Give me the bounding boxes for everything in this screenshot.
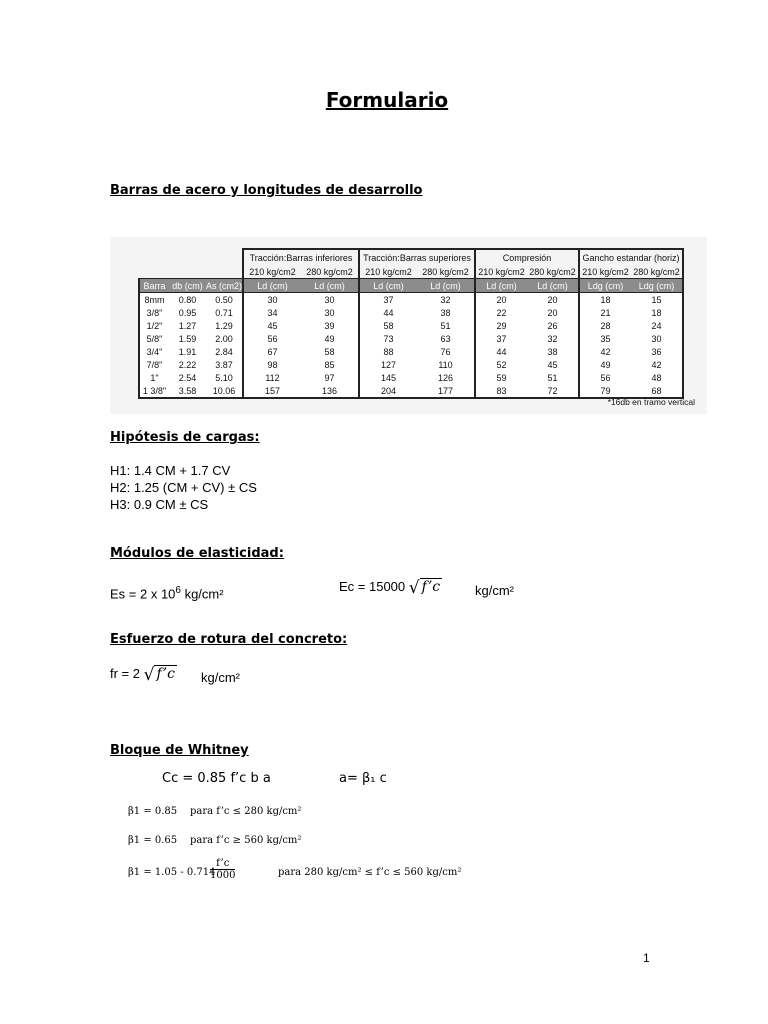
table-cell: 28 (579, 319, 631, 332)
table-cell: 204 (359, 384, 417, 398)
section-heading-rotura: Esfuerzo de rotura del concreto: (110, 632, 348, 647)
fr-unit: kg/cm² (201, 670, 240, 685)
table-cell: 35 (579, 332, 631, 345)
table-cell: 3/4" (139, 345, 169, 358)
table-cell: 20 (527, 293, 579, 307)
table-cell: 42 (631, 358, 683, 371)
table-column-header: Barra (139, 279, 169, 293)
section-heading-whitney: Bloque de Whitney (110, 743, 249, 758)
table-cell: 3.58 (169, 384, 206, 398)
table-cell: 157 (243, 384, 301, 398)
sqrt-fc: √ f’c (143, 665, 175, 685)
section-heading-modulos: Módulos de elasticidad: (110, 546, 284, 561)
table-cell: 72 (527, 384, 579, 398)
table-column-header: Ldg (cm) (631, 279, 683, 293)
table-group-header: Tracción:Barras superiores (359, 249, 475, 265)
table-cell: 45 (527, 358, 579, 371)
table-cell: 1.29 (206, 319, 243, 332)
beta1-condition-1: para f’c ≤ 280 kg/cm² (190, 806, 302, 817)
table-cell: 30 (301, 293, 359, 307)
es-unit: kg/cm² (180, 586, 224, 602)
table-strength-header: 280 kg/cm2 (527, 265, 579, 279)
table-cell: 49 (579, 358, 631, 371)
table-cell: 37 (475, 332, 527, 345)
table-cell: 22 (475, 306, 527, 319)
table-cell: 67 (243, 345, 301, 358)
table-cell: 1 3/8" (139, 384, 169, 398)
table-group-header: Gancho estandar (horiz) (579, 249, 683, 265)
concrete-modulus-formula (339, 578, 442, 597)
table-row (139, 293, 683, 307)
table-row (139, 384, 683, 398)
table-cell: 32 (417, 293, 475, 307)
table-cell: 2.84 (206, 345, 243, 358)
fr-prefix: fr = 2 (110, 666, 140, 681)
table-cell: 3/8" (139, 306, 169, 319)
table-row (139, 306, 683, 319)
table-cell: 5.10 (206, 371, 243, 384)
table-cell: 0.71 (206, 306, 243, 319)
table-cell: 52 (475, 358, 527, 371)
table-strength-header: 280 kg/cm2 (301, 265, 359, 279)
table-cell: 0.95 (169, 306, 206, 319)
table-row (139, 358, 683, 371)
beta1-case-1: β1 = 0.85 (128, 806, 178, 817)
table-cell: 2.22 (169, 358, 206, 371)
table-cell: 20 (475, 293, 527, 307)
table-cell: 29 (475, 319, 527, 332)
development-length-table (138, 248, 684, 399)
ec-unit: kg/cm² (475, 583, 514, 598)
table-cell: 88 (359, 345, 417, 358)
table-column-header: Ld (cm) (359, 279, 417, 293)
beta1-fraction (210, 858, 235, 881)
table-cell: 45 (243, 319, 301, 332)
es-prefix: Es = 2 x 10 (110, 586, 176, 602)
table-cell: 56 (243, 332, 301, 345)
table-row (139, 345, 683, 358)
table-cell: 1" (139, 371, 169, 384)
table-cell: 42 (579, 345, 631, 358)
table-cell: 73 (359, 332, 417, 345)
table-cell: 26 (527, 319, 579, 332)
table-cell: 59 (475, 371, 527, 384)
ec-prefix: Ec = 15000 (339, 579, 406, 594)
table-group-header: Tracción:Barras inferiores (243, 249, 359, 265)
table-cell: 1.59 (169, 332, 206, 345)
table-cell: 48 (631, 371, 683, 384)
load-hypotheses (110, 462, 257, 513)
table-strength-header: 210 kg/cm2 (579, 265, 631, 279)
table-cell: 76 (417, 345, 475, 358)
table-cell: 18 (579, 293, 631, 307)
table-note: *16db en tramo vertical (607, 397, 695, 407)
table-cell: 1/2" (139, 319, 169, 332)
table-cell: 18 (631, 306, 683, 319)
table-cell: 68 (631, 384, 683, 398)
table-cell: 30 (301, 306, 359, 319)
whitney-a-formula: a= β₁ c (339, 771, 387, 786)
table-strength-header: 280 kg/cm2 (631, 265, 683, 279)
table-column-header: Ld (cm) (527, 279, 579, 293)
table-cell: 1.91 (169, 345, 206, 358)
table-strength-header: 210 kg/cm2 (475, 265, 527, 279)
table-cell: 21 (579, 306, 631, 319)
table-cell: 44 (359, 306, 417, 319)
beta1-case-3: β1 = 1.05 - 0.714 (128, 867, 216, 878)
table-column-header: Ld (cm) (417, 279, 475, 293)
table-group-header: Compresión (475, 249, 579, 265)
table-cell: 0.80 (169, 293, 206, 307)
table-strength-header: 210 kg/cm2 (359, 265, 417, 279)
table-cell: 136 (301, 384, 359, 398)
table-column-header: Ldg (cm) (579, 279, 631, 293)
table-cell: 98 (243, 358, 301, 371)
steel-modulus-formula (110, 582, 224, 602)
whitney-cc-formula: Cc = 0.85 f’c b a (162, 771, 271, 786)
es-exponent: 6 (175, 585, 181, 596)
table-cell: 8mm (139, 293, 169, 307)
page-number: 1 (643, 951, 650, 965)
sqrt-fc: √ f’c (408, 578, 441, 598)
fr-radicand: f’c (156, 666, 175, 682)
table-column-header: db (cm) (169, 279, 206, 293)
ec-radicand: f’c (421, 579, 441, 595)
table-cell: 2.00 (206, 332, 243, 345)
table-cell: 36 (631, 345, 683, 358)
table-strength-header: 280 kg/cm2 (417, 265, 475, 279)
beta1-condition-3: para 280 kg/cm² ≤ f’c ≤ 560 kg/cm² (278, 867, 462, 878)
table-cell: 85 (301, 358, 359, 371)
table-cell: 126 (417, 371, 475, 384)
table-row (139, 371, 683, 384)
table-cell: 79 (579, 384, 631, 398)
table-cell: 63 (417, 332, 475, 345)
table-cell: 127 (359, 358, 417, 371)
table-cell: 58 (301, 345, 359, 358)
table-cell: 177 (417, 384, 475, 398)
table-cell: 38 (527, 345, 579, 358)
table-column-header: As (cm2) (206, 280, 242, 291)
table-cell: 34 (243, 306, 301, 319)
table-column-header: Ld (cm) (301, 279, 359, 293)
table-cell: 145 (359, 371, 417, 384)
table-cell: 38 (417, 306, 475, 319)
fraction-numerator: f’c (210, 858, 235, 870)
table-cell: 30 (631, 332, 683, 345)
hypothesis-h2: H2: 1.25 (CM + CV) ± CS (110, 480, 257, 495)
table-column-header: Ld (cm) (475, 279, 527, 293)
table-column-header: Ld (cm) (243, 279, 301, 293)
table-cell: 15 (631, 293, 683, 307)
table-cell: 24 (631, 319, 683, 332)
beta1-case-2: β1 = 0.65 (128, 835, 178, 846)
table-cell: 37 (359, 293, 417, 307)
table-cell: 32 (527, 332, 579, 345)
table-cell: 58 (359, 319, 417, 332)
table-cell: 110 (417, 358, 475, 371)
hypothesis-h3: H3: 0.9 CM ± CS (110, 497, 209, 512)
table-cell: 39 (301, 319, 359, 332)
table-cell: 51 (527, 371, 579, 384)
table-cell: 1.27 (169, 319, 206, 332)
page-title: Formulario (325, 88, 449, 112)
table-cell: 5/8" (139, 332, 169, 345)
beta1-condition-2: para f’c ≥ 560 kg/cm² (190, 835, 302, 846)
table-strength-header: 210 kg/cm2 (243, 265, 301, 279)
table-cell: 112 (243, 371, 301, 384)
fraction-denominator: 1000 (210, 870, 236, 881)
table-cell: 30 (243, 293, 301, 307)
table-cell: 3.87 (206, 358, 243, 371)
table-cell: 20 (527, 306, 579, 319)
table-cell: 0.50 (206, 293, 243, 307)
table-cell: 10.06 (206, 384, 243, 398)
section-heading-barras: Barras de acero y longitudes de desarrollo (110, 183, 423, 198)
table-cell: 83 (475, 384, 527, 398)
table-cell: 97 (301, 371, 359, 384)
hypothesis-h1: H1: 1.4 CM + 1.7 CV (110, 463, 231, 478)
rupture-formula (110, 665, 177, 684)
table-row (139, 319, 683, 332)
section-heading-hipotesis: Hipótesis de cargas: (110, 430, 260, 445)
table-cell: 44 (475, 345, 527, 358)
table-cell: 49 (301, 332, 359, 345)
development-length-table-panel (110, 237, 707, 414)
table-row (139, 332, 683, 345)
table-cell: 56 (579, 371, 631, 384)
table-cell: 51 (417, 319, 475, 332)
table-cell: 2.54 (169, 371, 206, 384)
table-cell: 7/8" (139, 358, 169, 371)
